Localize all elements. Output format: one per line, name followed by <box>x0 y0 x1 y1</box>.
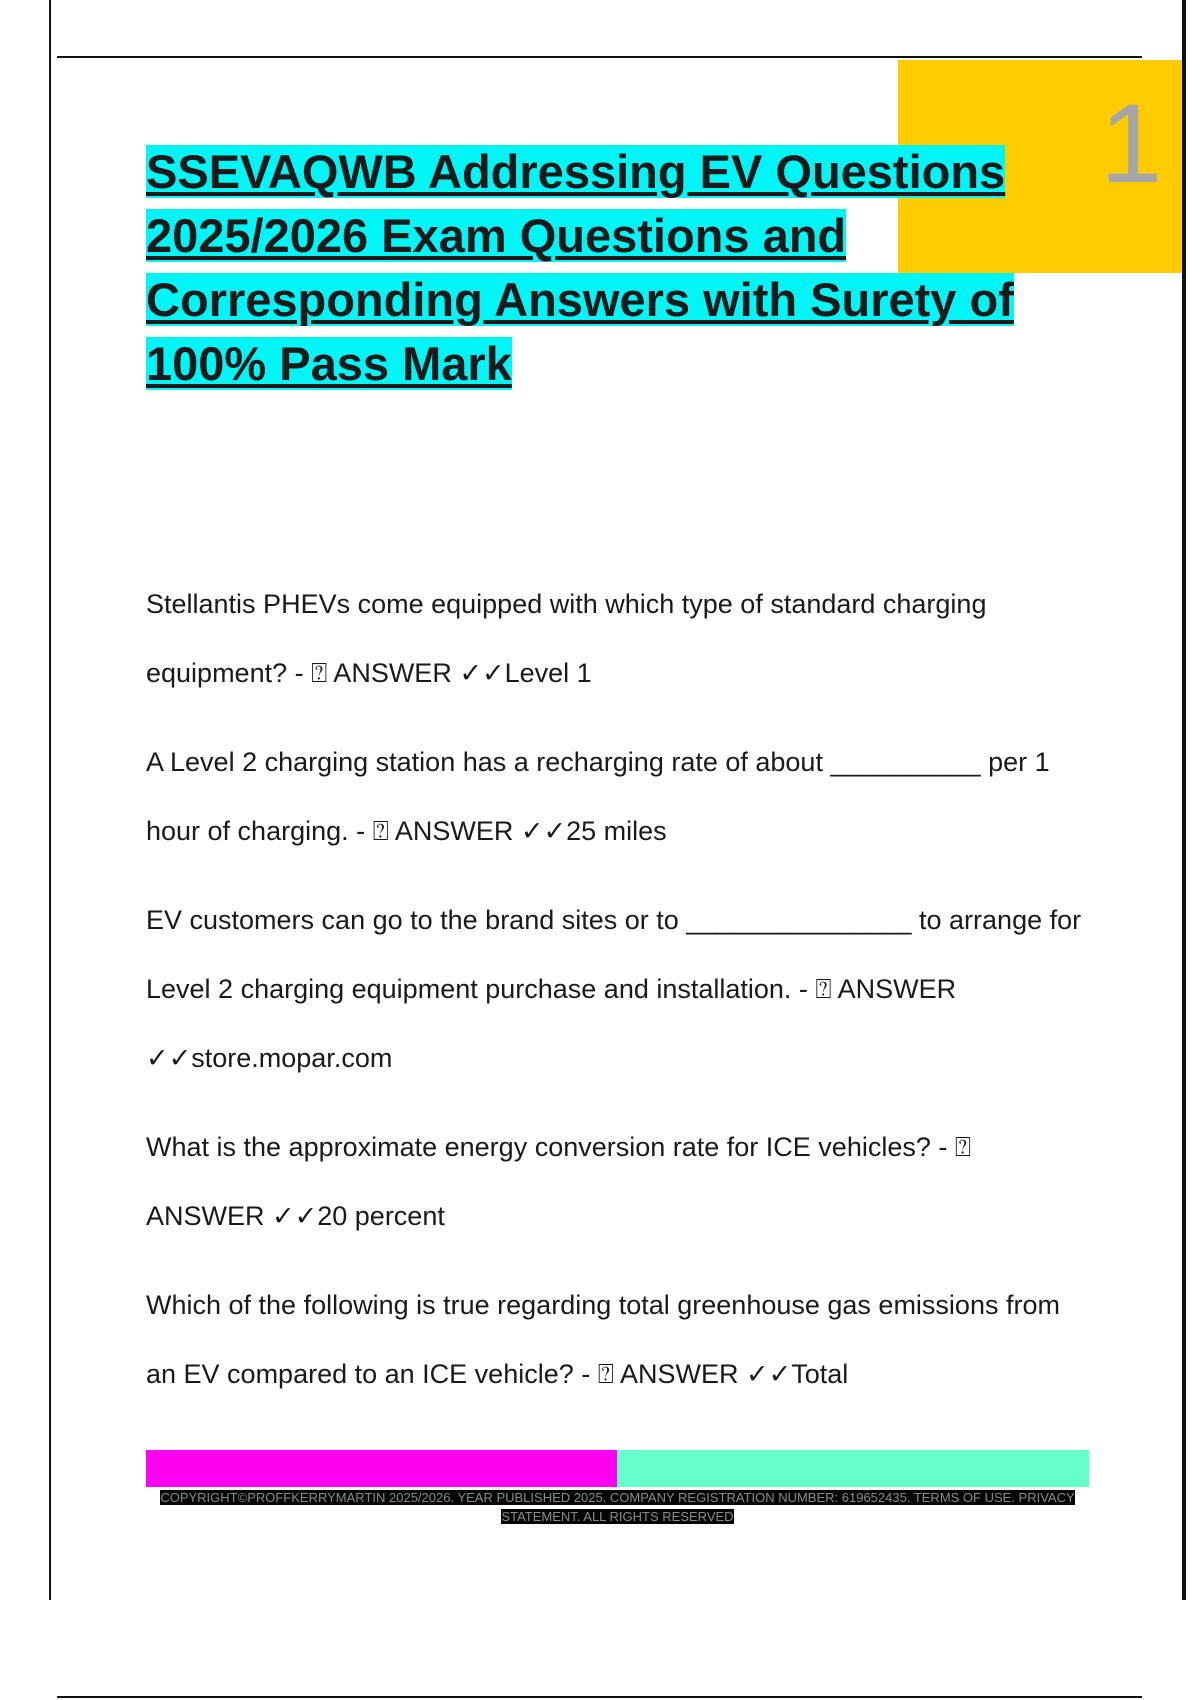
qa-item: Which of the following is true regarding total greenhouse gas emissions from an EV compared to an ICE vehicle? - ⍰ ANSWER ✓✓Total <box>146 1290 1060 1389</box>
qa-item: EV customers can go to the brand sites or to _______________ to arrange for Level 2 charging equipment purchase and installation. - ⍰ ANSWER ✓✓store.mopar.com <box>146 905 1082 1073</box>
right-border-line <box>1182 0 1186 1600</box>
copyright-text: COPYRIGHT©PROFFKERRYMARTIN 2025/2026. YEAR PUBLISHED 2025. COMPANY REGISTRATION NUMBER: 619652435. TERMS OF USE. PRIVACY STATEMENT. ALL RIGHTS RESERVED <box>160 1490 1075 1524</box>
footer-bar-magenta <box>146 1450 617 1487</box>
document-title <box>146 140 1076 396</box>
page-number: 1 <box>1100 81 1163 206</box>
qa-list <box>146 570 1086 1429</box>
left-border-line <box>49 0 51 1600</box>
document-title-text: SSEVAQWB Addressing EV Questions 2025/2026 Exam Questions and Corresponding Answers with Surety of 100% Pass Mark <box>146 145 1014 390</box>
qa-item: A Level 2 charging station has a recharging rate of about __________ per 1 hour of charging. - ⍰ ANSWER ✓✓25 miles <box>146 747 1050 846</box>
footer-bar-mint <box>617 1450 1089 1487</box>
top-rule <box>57 56 1142 58</box>
bottom-rule <box>57 1696 1142 1698</box>
qa-item: What is the approximate energy conversion rate for ICE vehicles? - ⍰ ANSWER ✓✓20 percent <box>146 1132 972 1231</box>
copyright-notice <box>150 1488 1085 1526</box>
qa-item: Stellantis PHEVs come equipped with which type of standard charging equipment? - ⍰ ANSWER ✓✓Level 1 <box>146 589 987 688</box>
